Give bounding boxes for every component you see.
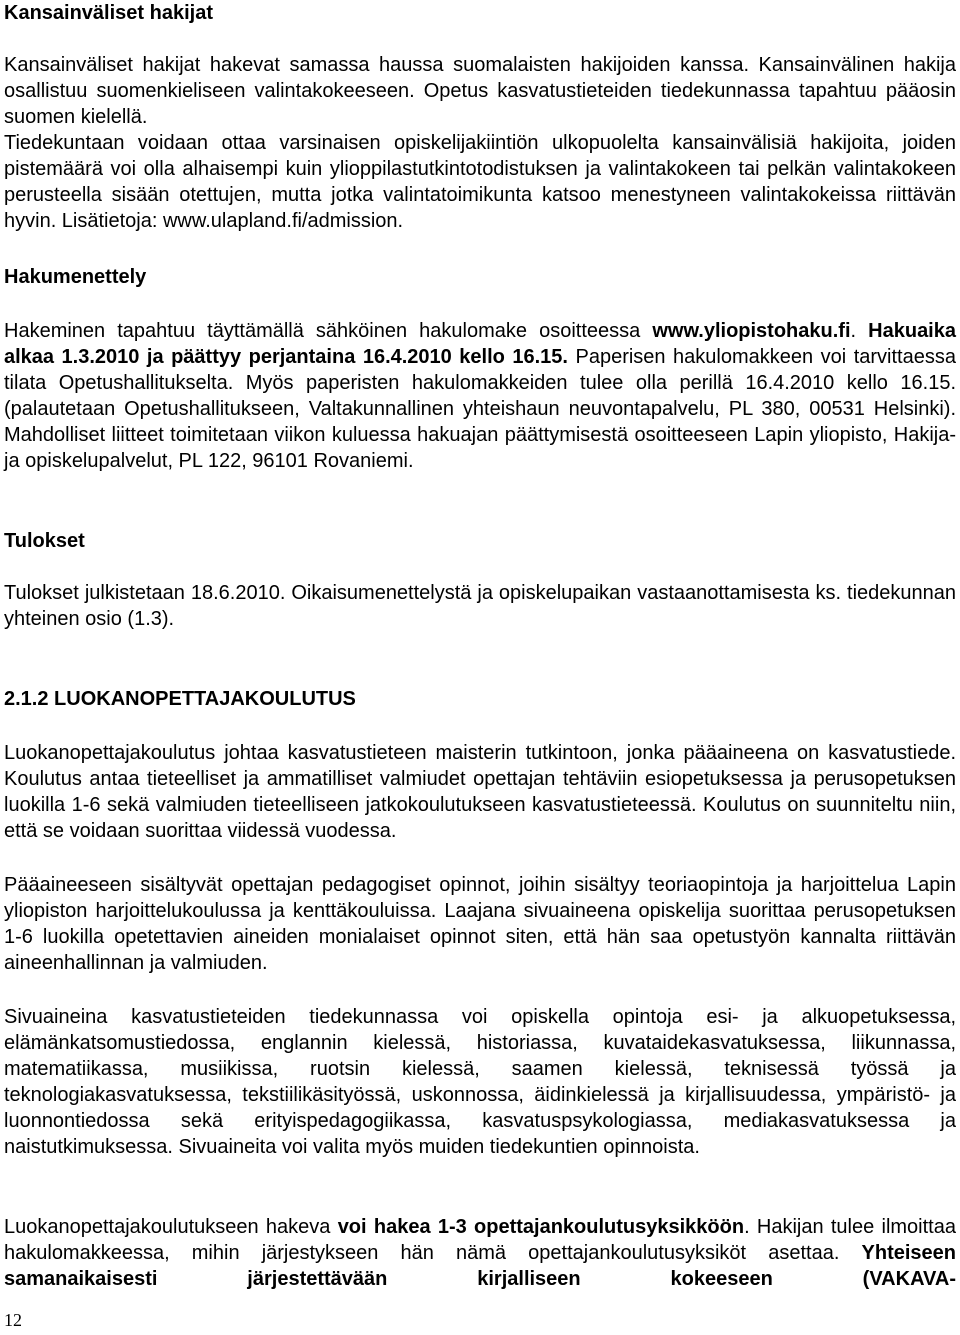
heading-class-teacher-education: 2.1.2 LUOKANOPETTAJAKOULUTUS xyxy=(4,688,356,710)
application-period: Hakuaika alkaa 1.3.2010 ja päättyy perjantaina 16.4.2010 kello 16.15. xyxy=(4,320,956,368)
heading-international-applicants: Kansainväliset hakijat xyxy=(4,2,213,24)
text: Luokanopettajakoulutukseen hakeva xyxy=(4,1216,338,1238)
paragraph-teacher-minors: Sivuaineina kasvatustieteiden tiedekunnassa voi opiskella opintoja esi- ja alkuopetuksessa, elämänkatsomustiedossa, englannin kielessä, historiassa, kuvataidekasvatuksessa, liikunnassa, matematiikassa, musiikissa, ruotsin kielessä, saamen kielessä, teknisessä työssä ja teknologiakasvatuksessa, tekstiilikäsityössä, uskonnossa, äidinkielessä ja kirjallisuudessa, ympäristö- ja luonnontiedossa sekä erityispedagogiikassa, kasvatuspsykologiassa, mediakasvatuksessa ja naistutkimuksessa. Sivuaineita voi valita myös muiden tiedekuntien opinnoista. xyxy=(4,1006,956,1158)
paragraph-intl-admission: Tiedekuntaan voidaan ottaa varsinaisen opiskelijakiintiön ulkopuolelta kansainvälisiä hakijoita, joiden pistemäärä voi olla alhaisempi kuin ylioppilastutkintotodistuksen ja valintakokeen tai pelkän valintakokeen perusteella sisään otettujen, mutta jotka valintatoimikunta katsoo menestyneen valintakokeissa riittävän hyvin. Lisätietoja: www.ulapland.fi/admission. xyxy=(4,132,956,232)
text: . xyxy=(850,320,869,342)
heading-application-procedure: Hakumenettely xyxy=(4,266,147,288)
heading-results: Tulokset xyxy=(4,530,85,552)
paragraph-teacher-intro: Luokanopettajakoulutus johtaa kasvatustieteen maisterin tutkintoon, jonka pääaineena on kasvatustiede. Koulutus antaa tieteelliset ja ammatilliset valmiudet opettajan tehtäviin esiopetuksessa ja perusopetuksen luokilla 1-6 sekä valmiuden tieteelliseen jatkokoulutukseen kasvatustieteessä. Koulutus on suunniteltu niin, että se voidaan suorittaa viidessä vuodessa. xyxy=(4,742,956,842)
bold-text: Yhteiseen samanaikaisesti järjestettävään kirjalliseen kokeeseen (VAKAVA- xyxy=(4,1242,956,1290)
text: . Hakijan tulee ilmoittaa hakulomakkeessa, mihin järjestykseen hän nämä opettajankoulutusyksiköt asettaa. xyxy=(4,1216,956,1264)
text: Hakeminen tapahtuu täyttämällä sähköinen hakulomake osoitteessa xyxy=(4,320,653,342)
paragraph-intl-intro: Kansainväliset hakijat hakevat samassa haussa suomalaisten hakijoiden kanssa. Kansainvälinen hakija osallistuu suomenkieliseen valintakokeeseen. Opetus kasvatustieteiden tiedekunnassa tapahtuu pääosin suomen kielellä. xyxy=(4,54,956,128)
application-site-link[interactable]: www.yliopistohaku.fi xyxy=(652,320,851,342)
paragraph-teacher-application xyxy=(4,1214,956,1292)
paragraph-teacher-major: Pääaineeseen sisältyvät opettajan pedagogiset opinnot, joihin sisältyy teoriaopintoja ja harjoittelua Lapin yliopiston harjoittelukoulussa ja kenttäkouluissa. Laajana sivuaineena opiskelija suorittaa perusopetuksen 1-6 luokilla opetettavien aineiden monialaiset opinnot siten, että hän saa opetustyön kannalta riittävän aineenhallinnan ja valmiuden. xyxy=(4,874,956,974)
paragraph-results: Tulokset julkistetaan 18.6.2010. Oikaisumenettelystä ja opiskelupaikan vastaanottamisesta ks. tiedekunnan yhteinen osio (1.3). xyxy=(4,582,956,630)
text: Paperisen hakulomakkeen voi tarvittaessa tilata Opetushallitukselta. Myös paperisten hakulomakkeiden tulee olla perillä 16.4.2010 kello 16.15. (palautetaan Opetushallitukseen, Valtakunnallinen yhteishaun neuvontapalvelu, PL 380, 00531 Helsinki). Mahdolliset liitteet toimitetaan viikon kuluessa hakuajan päättymisestä osoitteeseen Lapin yliopisto, Hakija- ja opiskelupalvelut, PL 122, 96101 Rovaniemi. xyxy=(4,346,956,472)
page-number: 12 xyxy=(4,1310,22,1330)
paragraph-application-procedure xyxy=(4,318,956,474)
bold-text: voi hakea 1-3 opettajankoulutusyksikköön xyxy=(337,1216,745,1238)
